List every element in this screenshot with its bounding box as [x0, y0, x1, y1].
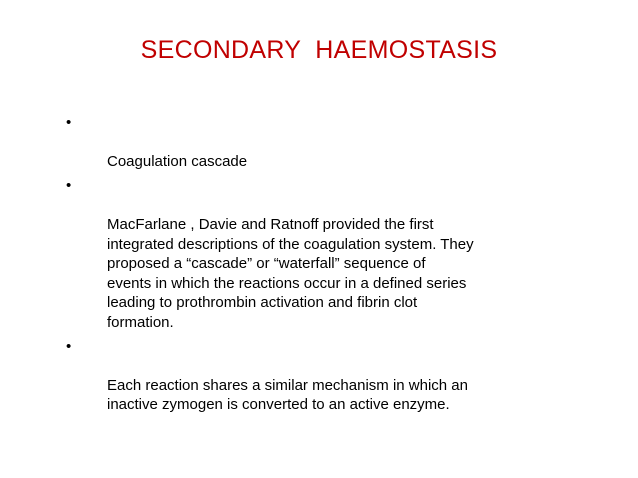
bullet-dot-icon: •: [66, 114, 72, 131]
bullet-text: MacFarlane , Davie and Ratnoff provided the first integrated descriptions of the coagulation system. They proposed a “cascade” or “waterfall” sequence of events in which the reactions occur in a defined series leading to prothrombin activation and fibrin clot formation.: [107, 215, 474, 331]
bullet-text: Coagulation cascade: [107, 153, 248, 171]
bullet-text: Each reaction shares a similar mechanism in which an inactive zymogen is converted to an active enzyme.: [107, 376, 468, 414]
bullet-list: [66, 113, 536, 419]
bullet-item: [66, 176, 536, 333]
bullet-item: [66, 113, 536, 172]
bullet-item: [66, 337, 536, 415]
bullet-dot-icon: •: [66, 176, 72, 194]
slide-title: SECONDARY HAEMOSTASIS: [140, 36, 498, 64]
bullet-dot-icon: •: [66, 337, 72, 355]
